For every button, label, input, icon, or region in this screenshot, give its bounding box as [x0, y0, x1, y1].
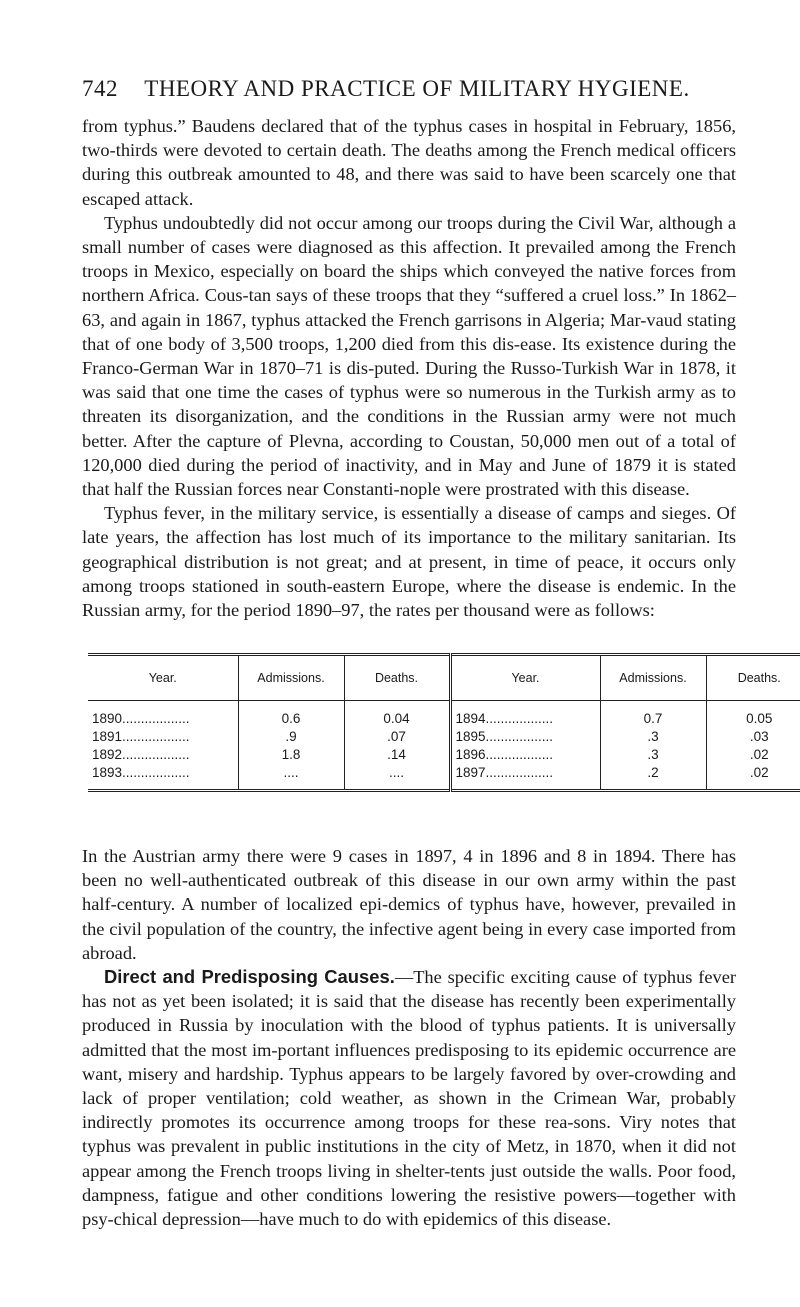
- running-title: THEORY AND PRACTICE OF MILITARY HYGIENE.: [144, 76, 690, 101]
- year-cell: 1896..................: [450, 745, 600, 763]
- admissions-cell: 0.6: [238, 701, 344, 728]
- paragraph: Typhus undoubtedly did not occur among our troops during the Civil War, although a small number of cases were diagnosed as this affection. It prevailed among the French troops in Mexico, especially on board the ships which conveyed the native forces from northern Africa. Cous-tan says of these troops that they “suffered a cruel loss.” In 1862–63, and again in 1867, typhus attacked the French garrisons in Algeria; Mar-vaud stating that of one body of 3,500 troops, 1,200 died from this dis-ease. Its existence during the Franco-German War in 1870–71 is dis-puted. During the Russo-Turkish War in 1878, it was said that one time the cases of typhus were so numerous in the Turkish army as to threaten its disorganization, and the conditions in the Russian army were not much better. After the capture of Plevna, according to Coustan, 50,000 men out of a total of 120,000 died during the period of inactivity, and in May and June of 1879 it is stated that half the Russian forces near Constanti-nople were prostrated with this disease.: [82, 212, 736, 500]
- table-row: [88, 727, 800, 745]
- deaths-cell: .02: [749, 746, 769, 762]
- deaths-cell: ....: [344, 763, 450, 791]
- column-header: Year.: [88, 655, 238, 701]
- admissions-cell: 0.7: [600, 701, 706, 728]
- table-row: [88, 701, 800, 728]
- admissions-cell: ....: [238, 763, 344, 791]
- year-cell: 1891..................: [88, 727, 238, 745]
- section-text: —The specific exciting cause of typhus fever has not as yet been isolated; it is said that the disease has recently been experimentally produced in Russia by inoculation with the blood of typhus patients. It is universally admitted that the most im-portant influences predisposing to its epidemic occurrence are want, misery and hardship. Typhus appears to be largely favored by over-crowding and lack of proper ventilation; cold weather, as shown in the Crimean War, probably indirectly promotes its occurrence among troops for these rea-sons. Viry notes that typhus was prevalent in public institutions in the city of Metz, in 1870, when it did not appear among the French troops living in shelter-tents just outside the walls. Poor food, dampness, fatigue and other conditions lowering the resistive powers—together with psy-chical depression—have much to do with epidemics of this disease.: [82, 967, 737, 1230]
- section-heading: Direct and Predisposing Causes.: [104, 966, 395, 988]
- year-cell: 1894..................: [450, 701, 600, 728]
- page-number: 742: [82, 76, 118, 101]
- year-cell: 1892..................: [88, 745, 238, 763]
- year-cell: 1893..................: [88, 763, 238, 791]
- deaths-cell: 0.05: [746, 710, 773, 726]
- table-row: [88, 763, 800, 791]
- typhus-rates-table: [88, 653, 800, 792]
- running-header: [82, 76, 690, 102]
- deaths-cell: .07: [344, 727, 450, 745]
- admissions-cell: .3: [600, 745, 706, 763]
- column-header: Year.: [450, 655, 600, 701]
- admissions-cell: 1.8: [238, 745, 344, 763]
- column-header: Admissions.: [238, 655, 344, 701]
- section-paragraph: [82, 965, 736, 1231]
- deaths-cell: 0.04: [344, 701, 450, 728]
- column-header: Admissions.: [600, 655, 706, 701]
- column-header: Deaths.: [344, 655, 450, 701]
- body-text-bottom: [82, 844, 736, 1231]
- body-text-top: [82, 114, 736, 622]
- table-row: [88, 745, 800, 763]
- column-header: Deaths.: [706, 655, 800, 701]
- admissions-cell: .2: [600, 763, 706, 791]
- admissions-cell: .9: [238, 727, 344, 745]
- paragraph: from typhus.” Baudens declared that of the typhus cases in hospital in February, 1856, two-thirds were devoted to certain death. The deaths among the French medical officers during this outbreak amounted to 48, and there was said to have been scarcely one that escaped attack.: [82, 116, 736, 209]
- deaths-cell: .03: [749, 728, 769, 744]
- year-cell: 1895..................: [450, 727, 600, 745]
- admissions-cell: .3: [600, 727, 706, 745]
- deaths-cell: .14: [344, 745, 450, 763]
- deaths-cell: .02: [749, 764, 769, 780]
- year-cell: 1897..................: [450, 763, 600, 791]
- year-cell: 1890..................: [88, 701, 238, 728]
- table-header-row: [88, 655, 800, 701]
- paragraph: In the Austrian army there were 9 cases in 1897, 4 in 1896 and 8 in 1894. There has been no well-authenticated outbreak of this disease in our own army within the past half-century. A number of localized epi-demics of typhus have, however, prevailed in the civil population of the country, the infective agent being in every case imported from abroad.: [82, 846, 736, 963]
- paragraph: Typhus fever, in the military service, is essentially a disease of camps and sieges. Of late years, the affection has lost much of its importance to the military sanitarian. Its geographical distribution is not great; and at present, in time of peace, it occurs only among troops stationed in south-eastern Europe, where the disease is endemic. In the Russian army, for the period 1890–97, the rates per thousand were as follows:: [82, 503, 736, 621]
